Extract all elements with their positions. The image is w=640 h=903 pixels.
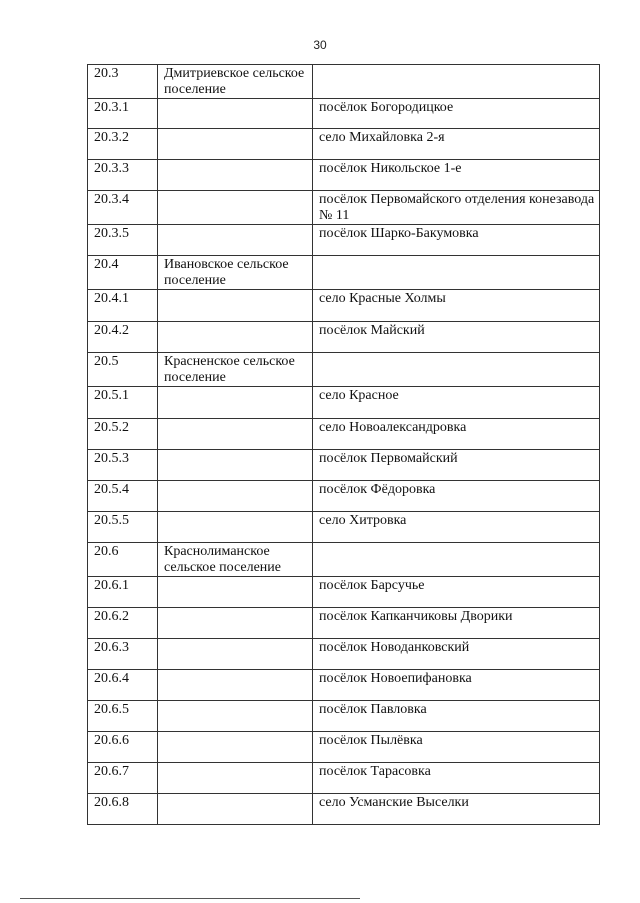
settlement-cell [158,670,313,701]
locality-cell: посёлок Первомайский [313,450,600,481]
table-row [88,256,600,290]
table-body [88,65,600,825]
settlement-cell [158,701,313,732]
locality-cell: село Красное [313,387,600,419]
settlement-cell [158,512,313,543]
row-number-cell: 20.5.4 [88,481,158,512]
row-number-cell: 20.6.7 [88,763,158,794]
row-number-cell: 20.3.4 [88,191,158,225]
locality-cell: посёлок Фёдоровка [313,481,600,512]
settlement-cell [158,99,313,129]
settlement-cell [158,577,313,608]
settlement-cell [158,481,313,512]
row-number-cell: 20.6.5 [88,701,158,732]
locality-cell: посёлок Барсучье [313,577,600,608]
locality-cell [313,543,600,577]
table-row [88,419,600,450]
row-number-cell: 20.6 [88,543,158,577]
settlement-cell: Краснолиманское сельское поселение [158,543,313,577]
row-number-cell: 20.5.5 [88,512,158,543]
locality-cell: село Хитровка [313,512,600,543]
table-row [88,701,600,732]
settlements-table [87,64,600,825]
settlement-cell: Дмитриевское сельское поселение [158,65,313,99]
locality-cell: посёлок Богородицкое [313,99,600,129]
settlement-cell [158,290,313,322]
table-row [88,543,600,577]
settlement-cell [158,322,313,353]
locality-cell: село Усманские Выселки [313,794,600,825]
row-number-cell: 20.3.1 [88,99,158,129]
table-row [88,763,600,794]
locality-cell: посёлок Никольское 1-е [313,160,600,191]
row-number-cell: 20.5.1 [88,387,158,419]
locality-cell: посёлок Павловка [313,701,600,732]
settlement-cell [158,129,313,160]
row-number-cell: 20.3.3 [88,160,158,191]
table-row [88,191,600,225]
row-number-cell: 20.4.1 [88,290,158,322]
settlement-cell [158,191,313,225]
settlement-cell [158,225,313,256]
table-row [88,225,600,256]
settlement-cell [158,794,313,825]
table-row [88,732,600,763]
table-row [88,387,600,419]
settlement-cell [158,639,313,670]
table-row [88,512,600,543]
settlement-cell [158,160,313,191]
row-number-cell: 20.5.2 [88,419,158,450]
table-row [88,322,600,353]
row-number-cell: 20.6.4 [88,670,158,701]
locality-cell: посёлок Шарко-Бакумовка [313,225,600,256]
locality-cell: посёлок Капканчиковы Дворики [313,608,600,639]
row-number-cell: 20.5 [88,353,158,387]
table-row [88,160,600,191]
locality-cell: посёлок Первомайского отделения конезавода № 11 [313,191,600,225]
table-row [88,129,600,160]
locality-cell: посёлок Новоепифановка [313,670,600,701]
row-number-cell: 20.6.3 [88,639,158,670]
locality-cell [313,256,600,290]
table-row [88,353,600,387]
locality-cell: посёлок Тарасовка [313,763,600,794]
row-number-cell: 20.3.5 [88,225,158,256]
row-number-cell: 20.6.8 [88,794,158,825]
table-row [88,608,600,639]
settlement-cell: Ивановское сельское поселение [158,256,313,290]
settlement-cell [158,732,313,763]
settlement-cell [158,419,313,450]
settlement-cell: Красненское сельское поселение [158,353,313,387]
locality-cell: село Михайловка 2-я [313,129,600,160]
settlement-cell [158,608,313,639]
settlement-cell [158,450,313,481]
table-row [88,450,600,481]
locality-cell: посёлок Майский [313,322,600,353]
settlement-cell [158,387,313,419]
page-bottom-divider [20,898,360,899]
row-number-cell: 20.4 [88,256,158,290]
locality-cell: посёлок Новоданковский [313,639,600,670]
row-number-cell: 20.3 [88,65,158,99]
locality-cell [313,65,600,99]
table-row [88,639,600,670]
row-number-cell: 20.6.2 [88,608,158,639]
page-number: 30 [313,38,327,52]
locality-cell: село Красные Холмы [313,290,600,322]
row-number-cell: 20.5.3 [88,450,158,481]
table-row [88,65,600,99]
table-row [88,577,600,608]
locality-cell: село Новоалександровка [313,419,600,450]
table-row [88,794,600,825]
table-row [88,670,600,701]
row-number-cell: 20.6.6 [88,732,158,763]
locality-cell: посёлок Пылёвка [313,732,600,763]
row-number-cell: 20.6.1 [88,577,158,608]
locality-cell [313,353,600,387]
table-row [88,481,600,512]
settlement-cell [158,763,313,794]
table-row [88,290,600,322]
row-number-cell: 20.3.2 [88,129,158,160]
row-number-cell: 20.4.2 [88,322,158,353]
table-row [88,99,600,129]
